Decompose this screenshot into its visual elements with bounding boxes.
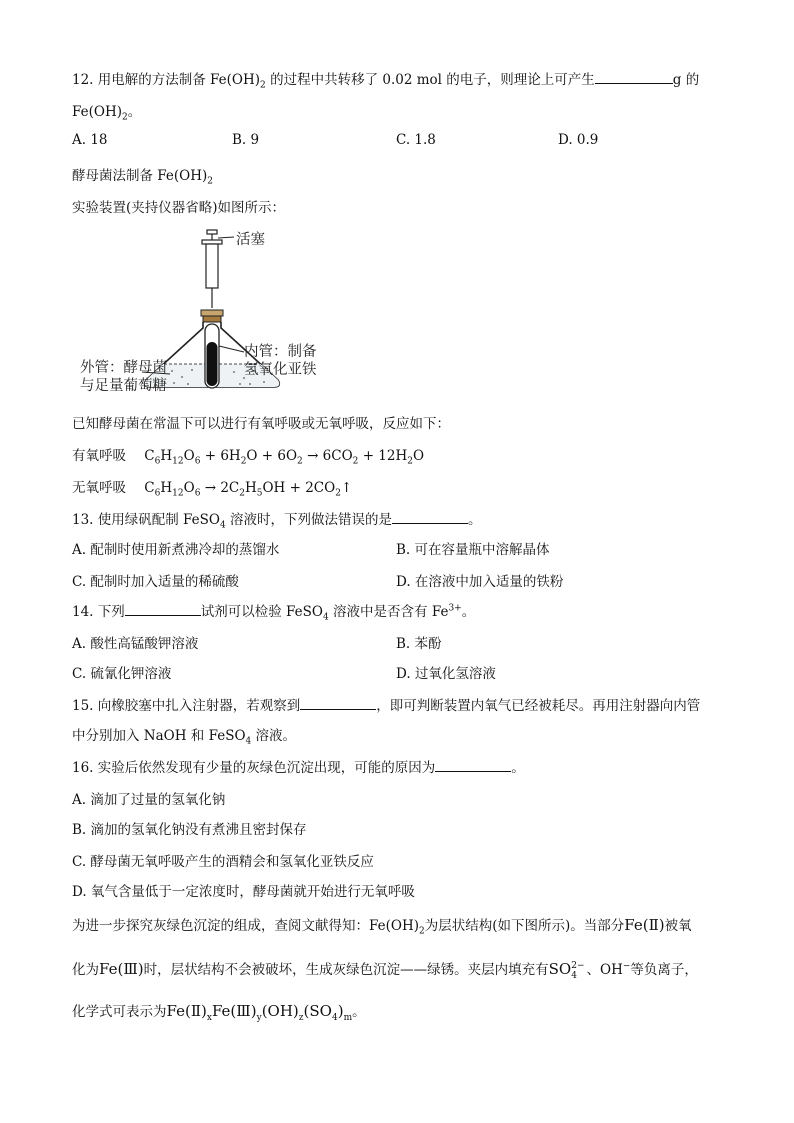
q14-option-c[interactable]: C. 硫氰化钾溶液 (72, 666, 172, 682)
para-text: 为进一步探究灰绿色沉淀的组成，查阅文献得知：Fe(OH) (72, 918, 419, 934)
q13-option-b[interactable]: B. 可在容量瓶中溶解晶体 (396, 542, 550, 558)
para-text: 被氧 (664, 918, 692, 934)
q12-stem-text: g 的 (672, 72, 700, 88)
answer-blank[interactable] (435, 757, 511, 772)
chemical-formula (166, 1002, 353, 1023)
superscript: 2− (571, 960, 585, 971)
superscript: − (622, 961, 631, 972)
section-title-text: 酵母菌法制备 Fe(OH) (72, 168, 208, 184)
anaerobic-line (72, 476, 352, 499)
subscript: y (256, 1013, 262, 1023)
label-outer-tube-2: 与足量葡萄糖 (80, 378, 167, 394)
q14-stem (72, 600, 475, 623)
aerobic-line (72, 444, 424, 467)
para-text: 化学式可表示为 (72, 1004, 167, 1020)
q14-stem-text: 试剂可以检验 FeSO (200, 604, 323, 620)
subscript: 2 (260, 80, 266, 91)
subscript: 4 (331, 1013, 338, 1023)
q14-stem-text: 。 (461, 604, 476, 620)
formula-part: ) (337, 1002, 344, 1020)
apparatus-figure (78, 224, 338, 396)
q12-stem-text: Fe(OH) (72, 104, 122, 120)
q15-stem-text: 中分别加入 NaOH 和 FeSO (72, 728, 246, 744)
q15-stem-text: 溶液。 (251, 728, 297, 744)
anaerobic-label: 无氧呼吸 (72, 480, 126, 496)
q16-option-c[interactable]: C. 酵母菌无氧呼吸产生的酒精会和氢氧化亚铁反应 (72, 854, 374, 870)
formula-part: Fe(Ⅲ) (211, 1002, 257, 1020)
q14-stem-text: 14. 下列 (72, 604, 125, 620)
q14-option-a[interactable]: A. 酸性高锰酸钾溶液 (72, 636, 199, 652)
q16-stem-text: 16. 实验后依然发现有少量的灰绿色沉淀出现，可能的原因为 (72, 760, 436, 776)
para-text: 时，层状结构不会被破坏，生成灰绿色沉淀——绿锈。夹层内填充有 (143, 962, 549, 978)
q13-option-c[interactable]: C. 配制时加入适量的稀硫酸 (72, 574, 239, 590)
q16-stem-text: 。 (511, 760, 525, 776)
rubber-stopper (201, 310, 223, 316)
q14-stem-text: 溶液中是否含有 Fe (328, 604, 449, 620)
anaerobic-equation: $C_6H_{12}O_6 \to 2C_2H_5OH$ + $2CO_2↑$ (144, 480, 353, 499)
formula-fe3: Fe(Ⅲ) (99, 960, 144, 978)
formula-sulfate: SO (548, 960, 572, 978)
rubber-stopper-lower (203, 316, 221, 322)
inner-tube-pointer (219, 346, 244, 352)
q16-option-a[interactable]: A. 滴加了过量的氢氧化钠 (72, 792, 226, 808)
q15-stem-text: 15. 向橡胶塞中扎入注射器，若观察到 (72, 698, 301, 714)
q15-line1 (72, 694, 700, 714)
q14-option-b[interactable]: B. 苯酚 (396, 636, 442, 652)
syringe-flange (202, 240, 222, 244)
answer-blank[interactable] (595, 69, 673, 84)
answer-blank[interactable] (300, 695, 376, 710)
q15-line2 (72, 724, 296, 747)
subscript: z (298, 1013, 304, 1023)
label-inner-tube-2: 氢氧化亚铁 (244, 362, 317, 378)
q16-option-b[interactable]: B. 滴加的氢氧化钠没有煮沸且密封保存 (72, 822, 307, 838)
para-text: 化为 (72, 962, 99, 978)
subscript: 2 (122, 112, 128, 123)
subscript: m (343, 1013, 353, 1023)
label-piston: 活塞 (236, 232, 265, 248)
setup-text: 实验装置(夹持仪器省略)如图所示： (72, 200, 286, 216)
q12-line2 (72, 100, 141, 123)
label-outer-tube-1: 外管：酵母菌 (80, 360, 167, 376)
q15-stem-text: ，即可判断装置内氧气已经被耗尽。再用注射器向内管 (376, 698, 701, 714)
answer-blank[interactable] (125, 601, 201, 616)
subscript: x (206, 1013, 212, 1023)
para-text: 等负离子， (630, 962, 698, 978)
q13-option-d[interactable]: D. 在溶液中加入适量的铁粉 (396, 574, 564, 590)
q13-stem (72, 508, 482, 531)
q12-option-a[interactable]: A. 18 (72, 132, 108, 148)
q13-option-a[interactable]: A. 配制时使用新煮沸冷却的蒸馏水 (72, 542, 280, 558)
subscript: 4 (245, 736, 252, 747)
formula-part: Fe(Ⅱ) (166, 1002, 207, 1020)
sulfate-charge (571, 961, 584, 981)
q16-stem (72, 756, 525, 776)
q12-stem-text: 。 (127, 104, 142, 120)
formula-fe2: Fe(Ⅱ) (624, 916, 665, 934)
formula-part: (OH) (261, 1002, 299, 1020)
aerobic-equation: $C_6H_{12}O_6 + 6H_2O + 6O_2 \to 6CO_2 + 12H_2O$ (144, 448, 425, 467)
aerobic-label: 有氧呼吸 (72, 448, 126, 464)
known-text: 已知酵母菌在常温下可以进行有氧呼吸或无氧呼吸，反应如下： (72, 416, 450, 432)
q12-stem-text: 的过程中共转移了 0.02 mol 的电子，则理论上可产生 (265, 72, 595, 88)
q12-option-d[interactable]: D. 0.9 (558, 132, 599, 148)
subscript: 2 (207, 176, 214, 187)
piston-pointer (218, 237, 234, 238)
q12-line1 (72, 68, 699, 91)
subscript: 4 (323, 612, 329, 623)
q13-stem-text: 溶液时，下列做法错误的是 (225, 512, 393, 528)
q12-option-c[interactable]: C. 1.8 (396, 132, 436, 148)
subscript: 4 (571, 970, 577, 981)
q14-option-d[interactable]: D. 过氧化氢溶液 (396, 666, 496, 682)
inner-tube-liquid (207, 342, 218, 386)
q12-option-b[interactable]: B. 9 (232, 132, 260, 148)
q12-stem-text: 12. 用电解的方法制备 Fe(OH) (72, 72, 261, 88)
superscript: 3+ (448, 603, 462, 614)
subscript: 4 (220, 520, 226, 531)
answer-blank[interactable] (392, 509, 468, 524)
label-inner-tube-1: 内管：制备 (244, 344, 317, 360)
q13-stem-text: 13. 使用绿矾配制 FeSO (72, 512, 220, 528)
para-text: 、OH (586, 962, 623, 978)
formula-part: (SO (303, 1002, 332, 1020)
para-line2 (72, 958, 698, 981)
subscript: 2 (419, 926, 425, 937)
para-line3 (72, 1000, 366, 1023)
q16-option-d[interactable]: D. 氧气含量低于一定浓度时，酵母菌就开始进行无氧呼吸 (72, 884, 415, 900)
para-line1 (72, 914, 692, 937)
para-text: 。 (352, 1004, 366, 1020)
q13-stem-text: 。 (468, 512, 482, 528)
para-text: 为层状结构(如下图所示)。当部分 (424, 918, 625, 934)
syringe-barrel (206, 244, 218, 288)
syringe-plunger-cap (207, 230, 217, 234)
section-title (72, 164, 213, 187)
